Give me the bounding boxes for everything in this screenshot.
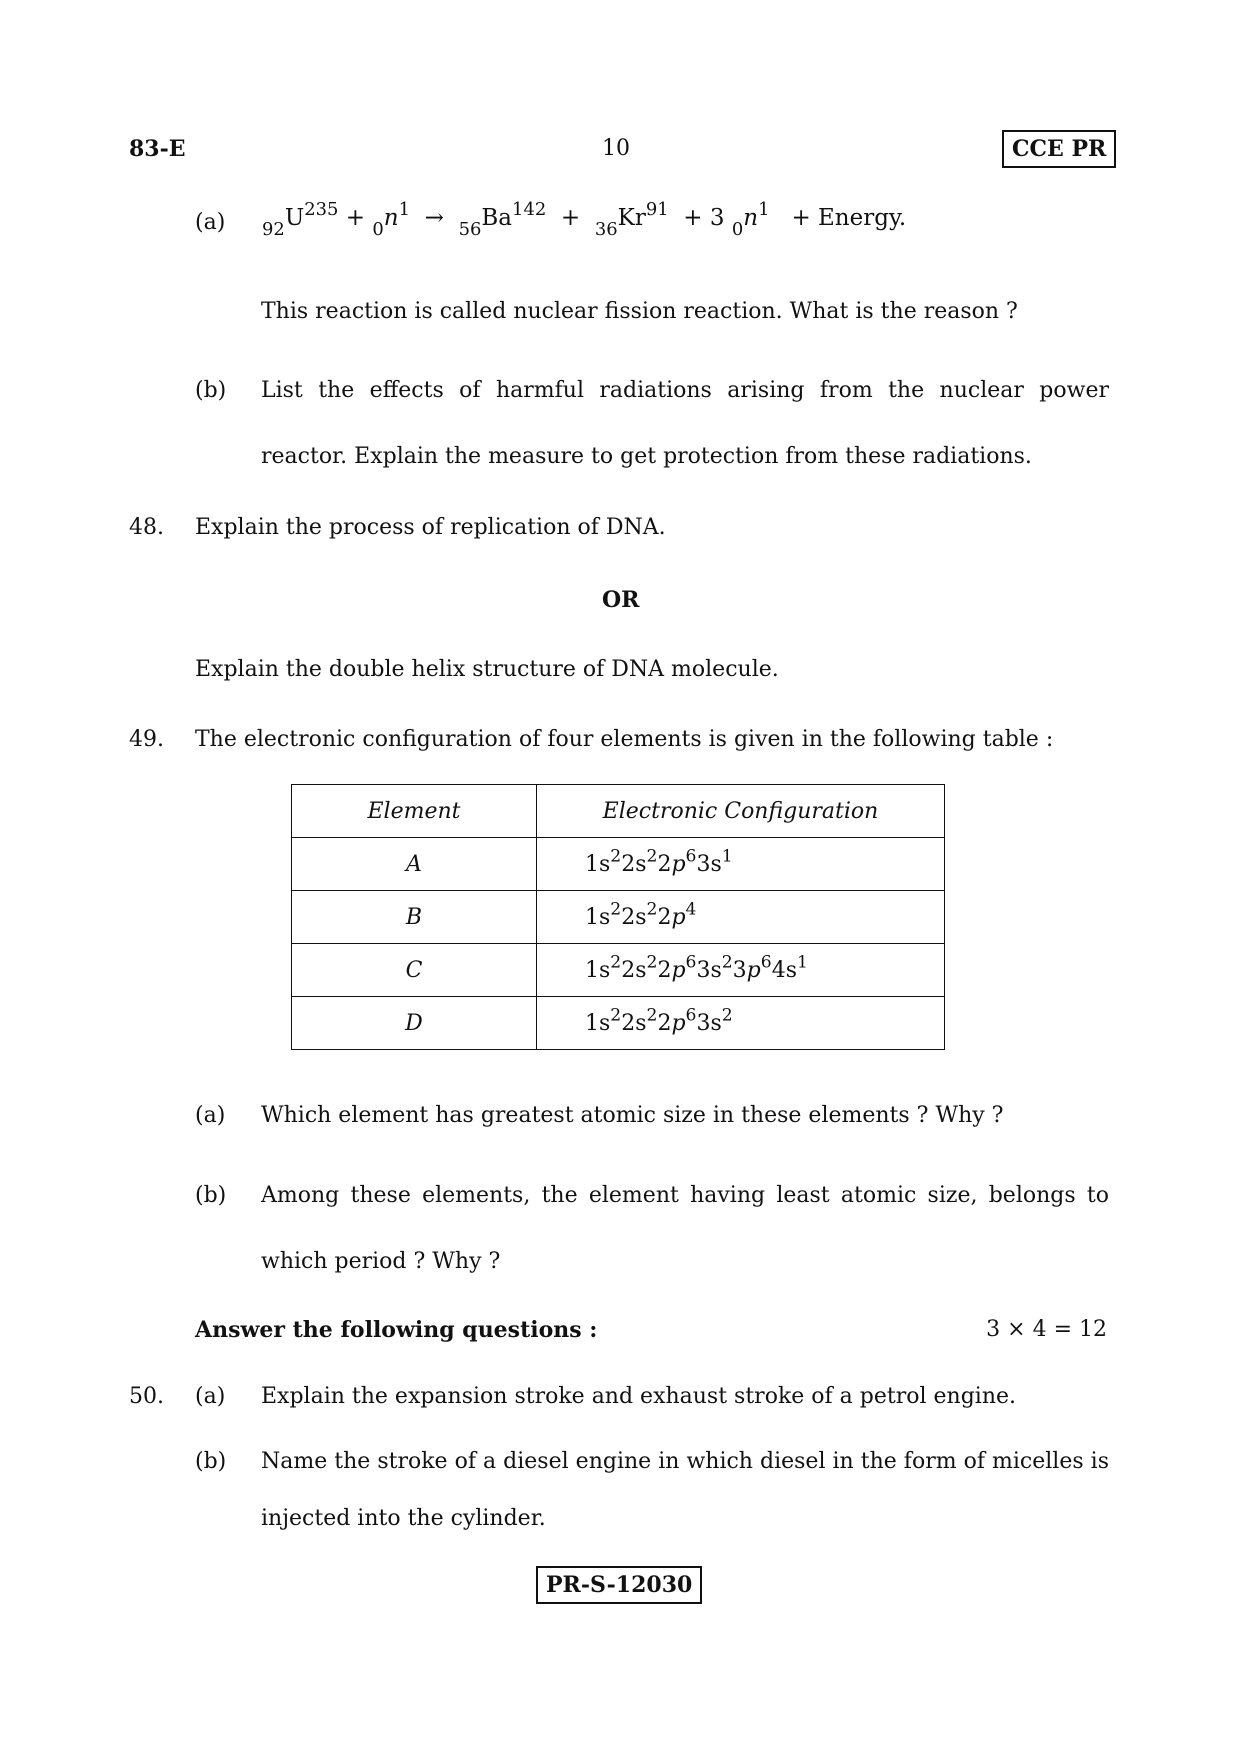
paper-code: 83-E [129, 136, 186, 162]
q49-text: The electronic configuration of four elements is given in the following table : [195, 727, 1054, 752]
orbital-letter: p [671, 957, 686, 983]
q49-b-line-1: Among these elements, the element having least atomic size, belongs to [261, 1183, 1109, 1208]
orbital-shell: 3 [696, 851, 711, 877]
neutron-symbol: n [383, 205, 399, 231]
electron-count: 6 [685, 1005, 697, 1026]
electron-count: 2 [610, 846, 622, 867]
q47-b-line-2: reactor. Explain the measure to get protection from these radiations. [261, 444, 1032, 469]
electron-count: 2 [721, 1005, 733, 1026]
electron-count: 6 [760, 952, 772, 973]
orbital-shell: 1 [585, 1010, 599, 1036]
orbital-letter: s [635, 851, 647, 877]
neutron-mass-number: 1 [758, 199, 770, 221]
q49-a-label: (a) [195, 1103, 226, 1128]
orbital-letter: s [785, 957, 797, 983]
plus-sign: + [345, 205, 366, 231]
q50-a-label: (a) [195, 1384, 226, 1409]
q47-a-label: (a) [195, 210, 226, 235]
column-header-element: Element [292, 785, 537, 838]
neutron-atomic-number: 0 [731, 218, 744, 240]
q50-b-line-1: Name the stroke of a diesel engine in which diesel in the form of micelles is [261, 1449, 1109, 1474]
orbital-shell: 3 [696, 957, 711, 983]
footer-code: PR-S-12030 [536, 1566, 702, 1604]
series-badge: CCE PR [1002, 130, 1116, 168]
configuration-cell [537, 944, 945, 997]
orbital-letter: s [599, 904, 611, 930]
orbital-letter: s [599, 1010, 611, 1036]
q49-number: 49. [129, 727, 164, 752]
electron-count: 2 [610, 899, 622, 920]
or-separator: OR [602, 587, 640, 613]
orbital-letter: s [635, 904, 647, 930]
configuration-cell [537, 891, 945, 944]
electronic-configuration-table [291, 784, 945, 1050]
electron-count: 2 [610, 1005, 622, 1026]
q50-a-text: Explain the expansion stroke and exhaust stroke of a petrol engine. [261, 1384, 1017, 1409]
element-cell: D [292, 997, 537, 1050]
orbital-shell: 4 [771, 957, 786, 983]
orbital-letter: p [671, 1010, 686, 1036]
orbital-shell: 2 [621, 851, 636, 877]
q49-a-text: Which element has greatest atomic size in these elements ? Why ? [261, 1103, 1004, 1128]
configuration-cell [537, 997, 945, 1050]
krypton-symbol: Kr [617, 205, 646, 231]
orbital-letter: p [746, 957, 761, 983]
orbital-letter: s [599, 851, 611, 877]
energy-term: + Energy. [791, 205, 907, 231]
q48-alternative: Explain the double helix structure of DNA molecule. [195, 657, 779, 682]
orbital-shell: 3 [732, 957, 747, 983]
orbital-shell: 2 [621, 957, 636, 983]
orbital-shell: 2 [657, 904, 672, 930]
electron-count: 6 [685, 846, 697, 867]
orbital-letter: s [599, 957, 611, 983]
q50-b-label: (b) [195, 1449, 227, 1474]
section-marks: 3 × 4 = 12 [986, 1317, 1107, 1342]
neutron-coefficient: 3 [709, 205, 725, 231]
electron-count: 2 [646, 952, 658, 973]
krypton-mass-number: 91 [645, 199, 669, 221]
orbital-shell: 1 [585, 904, 599, 930]
plus-sign: + [560, 205, 581, 231]
orbital-shell: 2 [657, 1010, 672, 1036]
electron-count: 2 [646, 1005, 658, 1026]
plus-sign: + [683, 205, 703, 231]
orbital-letter: s [635, 957, 647, 983]
neutron-atomic-number: 0 [372, 218, 384, 240]
orbital-letter: p [671, 851, 686, 877]
q50-number: 50. [129, 1384, 164, 1409]
section-instruction: Answer the following questions : [195, 1317, 598, 1343]
orbital-shell: 2 [621, 904, 636, 930]
orbital-shell: 3 [696, 1010, 711, 1036]
q47-b-line-1: List the effects of harmful radiations arising from the nuclear power [261, 378, 1109, 403]
orbital-letter: s [710, 851, 722, 877]
table-row [292, 891, 945, 944]
table-row [292, 838, 945, 891]
orbital-shell: 2 [621, 1010, 636, 1036]
electron-count: 1 [796, 952, 808, 973]
barium-symbol: Ba [481, 205, 513, 231]
element-cell: C [292, 944, 537, 997]
orbital-letter: p [671, 904, 686, 930]
krypton-atomic-number: 36 [594, 218, 618, 240]
orbital-letter: s [710, 1010, 722, 1036]
q48-number: 48. [129, 515, 164, 540]
uranium-mass-number: 235 [304, 199, 339, 221]
element-cell: A [292, 838, 537, 891]
neutron-symbol: n [743, 205, 759, 231]
column-header-configuration: Electronic Configuration [537, 785, 945, 838]
q47-b-label: (b) [195, 378, 227, 403]
reaction-arrow-icon: → [424, 205, 444, 231]
fission-equation [262, 199, 907, 240]
barium-mass-number: 142 [512, 199, 547, 221]
electron-count: 1 [721, 846, 733, 867]
barium-atomic-number: 56 [458, 218, 482, 240]
q49-b-label: (b) [195, 1183, 227, 1208]
electron-count: 2 [646, 899, 658, 920]
orbital-letter: s [635, 1010, 647, 1036]
orbital-shell: 1 [585, 957, 599, 983]
electron-count: 2 [721, 952, 733, 973]
q49-b-line-2: which period ? Why ? [261, 1249, 501, 1274]
q50-b-line-2: injected into the cylinder. [261, 1506, 546, 1531]
orbital-shell: 2 [657, 851, 672, 877]
orbital-shell: 1 [585, 851, 599, 877]
table-row [292, 997, 945, 1050]
table-header-row [292, 785, 945, 838]
orbital-letter: s [710, 957, 722, 983]
electron-count: 2 [610, 952, 622, 973]
table-row [292, 944, 945, 997]
electron-count: 6 [685, 952, 697, 973]
electron-count: 2 [646, 846, 658, 867]
uranium-symbol: U [284, 205, 305, 231]
neutron-mass-number: 1 [398, 199, 411, 221]
orbital-shell: 2 [657, 957, 672, 983]
q48-text: Explain the process of replication of DNA. [195, 515, 666, 540]
element-cell: B [292, 891, 537, 944]
page-number: 10 [602, 136, 630, 161]
q47-a-question: This reaction is called nuclear fission reaction. What is the reason ? [261, 299, 1018, 324]
configuration-cell [537, 838, 945, 891]
uranium-atomic-number: 92 [262, 218, 285, 240]
electron-count: 4 [685, 899, 697, 920]
